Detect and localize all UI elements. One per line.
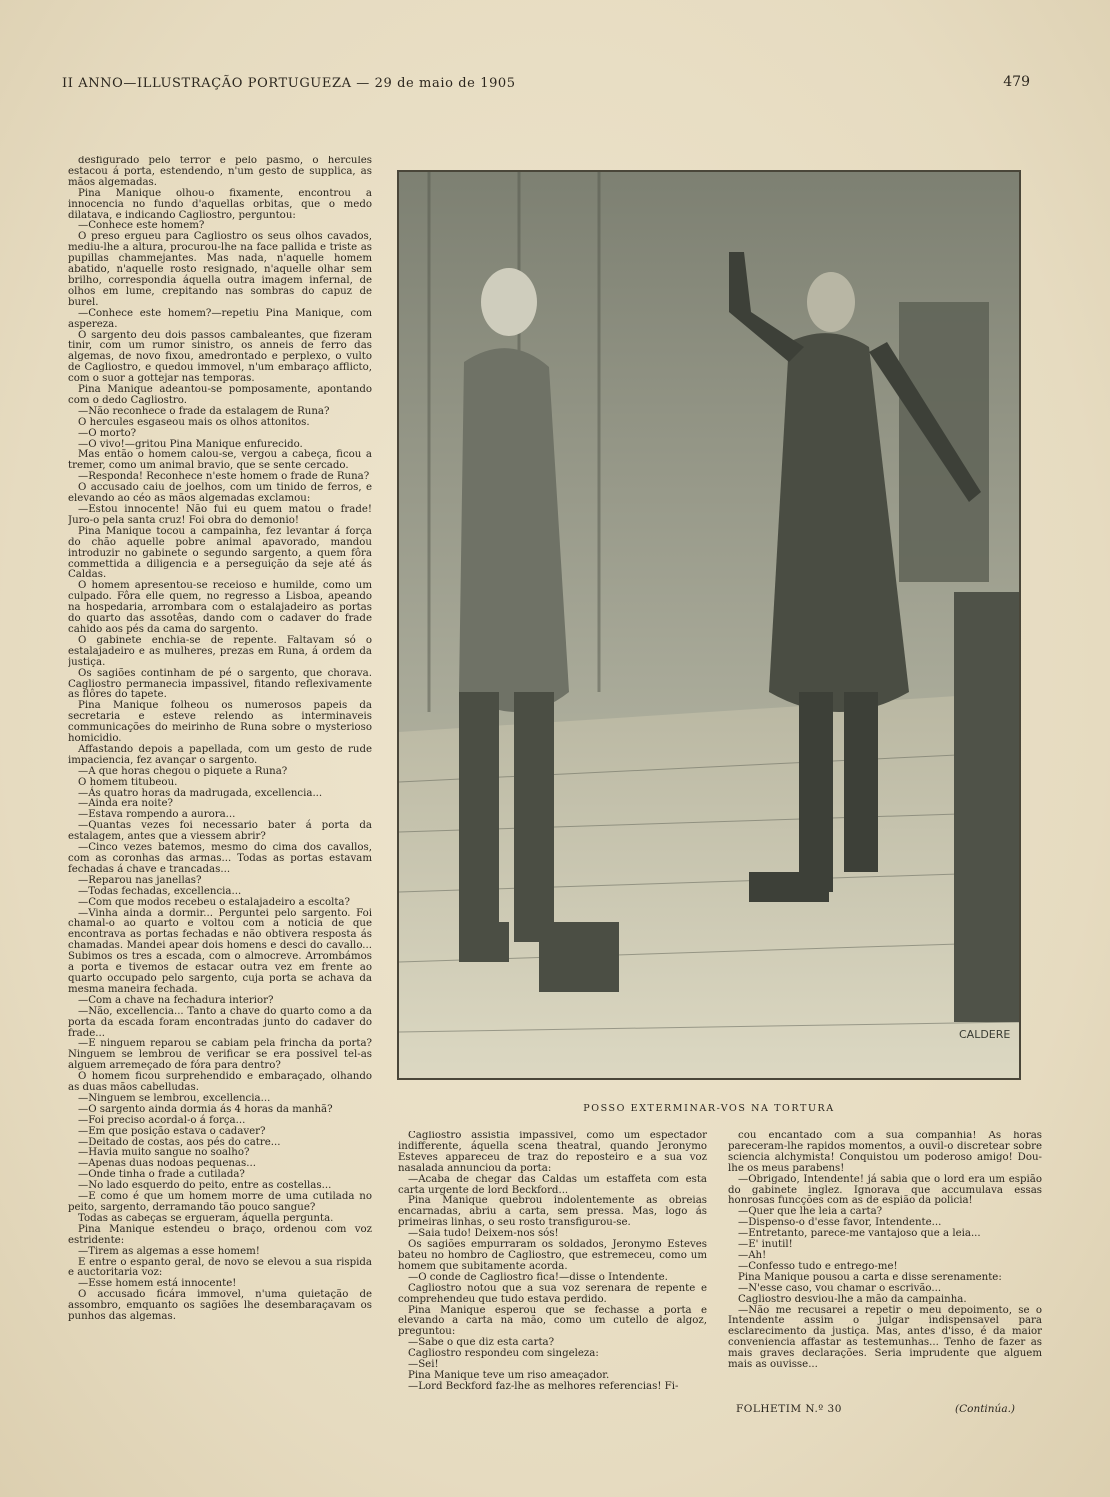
paragraph: —Lord Beckford faz-lhe as melhores referencias! Fi- <box>408 1380 679 1392</box>
paragraph: E entre o espanto geral, de novo se elevou a sua rispida e auctoritaria voz: <box>68 1256 372 1279</box>
paragraph: Pina Manique estendeu o braço, ordenou com voz estridente: <box>68 1223 372 1246</box>
illustration <box>397 170 1021 1080</box>
paragraph: —Saia tudo! Deixem-nos sós! <box>408 1228 559 1240</box>
paragraph: Pina Manique teve um riso ameaçador. <box>408 1369 610 1381</box>
paragraph: Cagliostro desviou-lhe a mão da campainha. <box>738 1293 967 1305</box>
paragraph: —E como é que um homem morre de uma cutilada no peito, sargento, derramando tão pouco sangue? <box>68 1191 372 1213</box>
paragraph: —Reparou nas janellas? <box>78 874 202 886</box>
paragraph: —Não, excellencia... Tanto a chave do quarto como a da porta da escada foram encontradas junto do cadaver do frade... <box>68 1005 372 1039</box>
paragraph: —Cinco vezes batemos, mesmo do cima dos cavallos, com as coronhas das armas... Todas as portas estavam fechadas á chave e trancadas... <box>68 842 372 875</box>
paragraph: Affastando depois a papellada, com um gesto de rude impaciencia, fez avançar o sargento. <box>68 743 372 766</box>
illustration-drawing <box>399 172 1019 1078</box>
paragraph: —Acaba de chegar das Caldas um estaffeta com esta carta urgente de lord Beckford... <box>398 1173 707 1196</box>
illustration-caption: POSSO EXTERMINAR-VOS NA TORTURA <box>583 1103 835 1114</box>
middle-text-column <box>398 1131 707 1416</box>
paragraph: Os sagiões continham de pé o sargento, que chorava. Cagliostro permanecia impassivel, fitando reflexivamente as flôres do tapete. <box>68 667 372 701</box>
paragraph: —Ninguem se lembrou, excellencia... <box>78 1092 271 1104</box>
paragraph: —O morto? <box>78 427 137 439</box>
paragraph: —Deitado de costas, aos pés do catre... <box>78 1136 281 1148</box>
paragraph: —Vinha ainda a dormir... Perguntei pelo sargento. Foi chamal-o ao quarto e voltou com a noticia de que encontrava as portas fechadas e não obtivera resposta ás chamadas. Mandei apear dois homens e desci do cavallo... Subimos os tres a escada, com o almocreve. Arrombámos a porta e tivemos de estacar outra vez em frente ao quarto occupado pelo sargento, cuja porta se achava da mesma maneira fechada. <box>68 907 372 995</box>
paragraph: —Obrigado, Intendente! já sabia que o lord era um espião do gabinete inglez. Ignorava que accumulava essas honrosas funcções com as de espião da policia! <box>728 1173 1042 1207</box>
paragraph: —Conhece este homem? <box>78 220 205 232</box>
paragraph: —Havia muito sangue no soalho? <box>78 1147 250 1159</box>
paragraph: —Não reconhece o frade da estalagem de Runa? <box>78 405 330 417</box>
paragraph: O homem titubeou. <box>78 776 178 788</box>
right-text-column <box>728 1131 1042 1393</box>
paragraph: Pina Manique folheou os numerosos papeis da secretaria e esteve relendo as interminaveis communicações do meirinho de Runa sobre o mysterioso homicidio. <box>68 700 372 745</box>
paragraph: O accusado caiu de joelhos, com um tinido de ferros, e elevando ao céo as mãos algemadas exclamou: <box>68 482 372 505</box>
paragraph: —Sei! <box>408 1359 439 1371</box>
paragraph: Pina Manique quebrou indolentemente as obreias encarnadas, abriu a carta, sem pressa. Mas, logo ás primeiras linhas, o seu rosto transfigurou-se. <box>398 1195 707 1229</box>
paragraph: —Onde tinha o frade a cutilada? <box>78 1169 245 1181</box>
paragraph: —E' inutil! <box>738 1239 793 1251</box>
paragraph: —Esse homem está innocente! <box>78 1278 237 1290</box>
running-header: II ANNO—ILLUSTRAÇÃO PORTUGUEZA — 29 de maio de 1905 <box>62 76 516 91</box>
paragraph: Pina Manique pousou a carta e disse serenamente: <box>738 1271 1002 1283</box>
paragraph: Cagliostro notou que a sua voz serenara de repente e comprehendeu que tudo estava perdido. <box>398 1282 707 1305</box>
paragraph: —N'esse caso, vou chamar o escrivão... <box>738 1282 942 1294</box>
paragraph: —E ninguem reparou se cabiam pela frincha da porta? Ninguem se lembrou de verificar se era possivel tel-as alguem arremeçado de fóra para dentro? <box>68 1038 372 1072</box>
paragraph: —Quantas vezes foi necessario bater á porta da estalagem, antes que a viessem abrir? <box>68 820 372 843</box>
paragraph: —Estou innocente! Não fui eu quem matou o frade! Juro-o pela santa cruz! Foi obra do demonio! <box>68 504 372 526</box>
paragraph: O homem apresentou-se receioso e humilde, como um culpado. Fôra elle quem, no regresso a Lisboa, apeando na hospedaria, arrombara com o estalajadeiro as portas do quarto das assotêas, dando com o cadaver do frade cahido aos pés da cama do sargento. <box>68 580 372 635</box>
continua-note: (Continúa.) <box>955 1403 1016 1415</box>
paragraph: —Confesso tudo e entrego-me! <box>738 1260 898 1272</box>
paragraph: —Ainda era noite? <box>78 798 173 810</box>
artist-signature: CALDERE <box>959 1028 1011 1041</box>
left-text-column <box>68 156 372 1418</box>
paragraph: O sargento deu dois passos cambaleantes, que fizeram tinir, com um rumor sinistro, os anneis de ferro das algemas, de novo fixou, amedrontado e perplexo, o vulto de Cagliostro, e quedou immovel, n'um embaraço afflicto, com o suor a gottejar nas temporas. <box>68 329 372 385</box>
paragraph: —Ah! <box>738 1249 767 1261</box>
paragraph: —O sargento ainda dormia ás 4 horas da manhã? <box>78 1103 333 1115</box>
paragraph: —Responda! Reconhece n'este homem o frade de Runa? <box>78 471 370 483</box>
paragraph: O accusado ficára immovel, n'uma quietação de assombro, emquanto os sagiões lhe desembaraçavam os punhos das algemas. <box>68 1289 372 1323</box>
paragraph: cou encantado com a sua companhia! As horas pareceram-lhe rapidos momentos, a ouvil-o discretear sobre sciencia alchymista! Conquistou um poderoso amigo! Dou-lhe os meus parabens! <box>728 1131 1042 1174</box>
paragraph: —Com que modos recebeu o estalajadeiro a escolta? <box>78 896 350 908</box>
paragraph: —Estava rompendo a aurora... <box>78 809 236 821</box>
paragraph: —Apenas duas nodoas pequenas... <box>78 1158 256 1170</box>
paragraph: —Todas fechadas, excellencia... <box>78 885 242 897</box>
paragraph: Cagliostro respondeu com singeleza: <box>408 1348 599 1360</box>
paragraph: O preso ergueu para Cagliostro os seus olhos cavados, mediu-lhe a altura, procurou-lhe na face pallida e triste as pupillas chammejantes. Mas nada, n'aquelle homem abatido, n'aquelle rosto resignado, n'aquelle olhar sem brilho, correspondia áquella outra imagem infernal, de olhos em lume, crepitando nas sombras do capuz de burel. <box>68 231 372 308</box>
paragraph: —O conde de Cagliostro fica!—disse o Intendente. <box>408 1271 668 1283</box>
paragraph: —Dispenso-o d'esse favor, Intendente... <box>738 1217 942 1229</box>
paragraph: —Entretanto, parece-me vantajoso que a leia... <box>738 1228 981 1240</box>
folhetim-number: FOLHETIM N.º 30 <box>736 1403 842 1415</box>
paragraph: —Em que posição estava o cadaver? <box>78 1125 266 1137</box>
paragraph: Pina Manique olhou-o fixamente, encontrou a innocencia no fundo d'aquellas orbitas, que o medo dilatava, e indicando Cagliostro, perguntou: <box>68 187 372 221</box>
paragraph: O hercules esgaseou mais os olhos attonitos. <box>78 416 310 428</box>
paragraph: Os sagiões empurraram os soldados, Jeronymo Esteves bateu no hombro de Cagliostro, que estremeceu, como um homem que subitamente acorda. <box>398 1239 707 1272</box>
paragraph: —Quer que lhe leia a carta? <box>738 1206 883 1218</box>
paragraph: —Não me recusarei a repetir o meu depoimento, se o Intendente assim o julgar indispensavel para esclarecimento da justiça. Mas, antes d'isso, é da maior conveniencia affastar as testemunhas... Tenho de fazer as mais graves declarações. Seria imprudente que alguem mais as ouvisse... <box>728 1304 1042 1371</box>
paragraph: —Sabe o que diz esta carta? <box>408 1337 555 1349</box>
paragraph: —Tirem as algemas a esse homem! <box>78 1245 260 1257</box>
paragraph: O gabinete enchia-se de repente. Faltavam só o estalajadeiro e as mulheres, prezas em Runa, á ordem da justiça. <box>68 634 372 668</box>
paragraph: —Com a chave na fechadura interior? <box>78 994 274 1006</box>
paragraph: Cagliostro assistia impassivel, como um espectador indifferente, áquella scena theatral, quando Jeronymo Esteves appareceu de traz do reposteiro e a sua voz nasalada annunciou da porta: <box>398 1131 707 1174</box>
paragraph: —Conhece este homem?—repetiu Pina Manique, com aspereza. <box>68 307 372 330</box>
paragraph: —No lado esquerdo do peito, entre as costellas... <box>78 1180 332 1192</box>
paragraph: O homem ficou surprehendido e embaraçado, olhando as duas mãos cabelludas. <box>68 1071 372 1094</box>
paragraph: Todas as cabeças se ergueram, áquella pergunta. <box>78 1212 334 1224</box>
paragraph: —O vivo!—gritou Pina Manique enfurecido. <box>78 438 303 450</box>
paragraph: —Ás quatro horas da madrugada, excellencia... <box>78 787 323 799</box>
paragraph: Pina Manique esperou que se fechasse a porta e elevando a carta na mão, como um cutello de algoz, preguntou: <box>398 1304 707 1338</box>
paragraph: Pina Manique adeantou-se pomposamente, apontando com o dedo Cagliostro. <box>68 384 372 406</box>
paragraph: desfigurado pelo terror e pelo pasmo, o hercules estacou á porta, estendendo, n'um gesto de supplica, as mãos algemadas. <box>68 156 372 188</box>
paragraph: Pina Manique tocou a campainha, fez levantar á força do chão aquelle pobre animal apavorado, mandou introduzir no gabinete o segundo sargento, a quem fôra commettida a diligencia e a perseguição da seje até ás Caldas. <box>68 525 372 581</box>
page-number: 479 <box>1003 74 1030 90</box>
paragraph: Mas então o homem calou-se, vergou a cabeça, ficou a tremer, como um animal bravio, que se sente cercado. <box>68 449 372 472</box>
paragraph: —Foi preciso acordal-o á força... <box>78 1114 246 1126</box>
paragraph: —A que horas chegou o piquete a Runa? <box>78 765 288 777</box>
